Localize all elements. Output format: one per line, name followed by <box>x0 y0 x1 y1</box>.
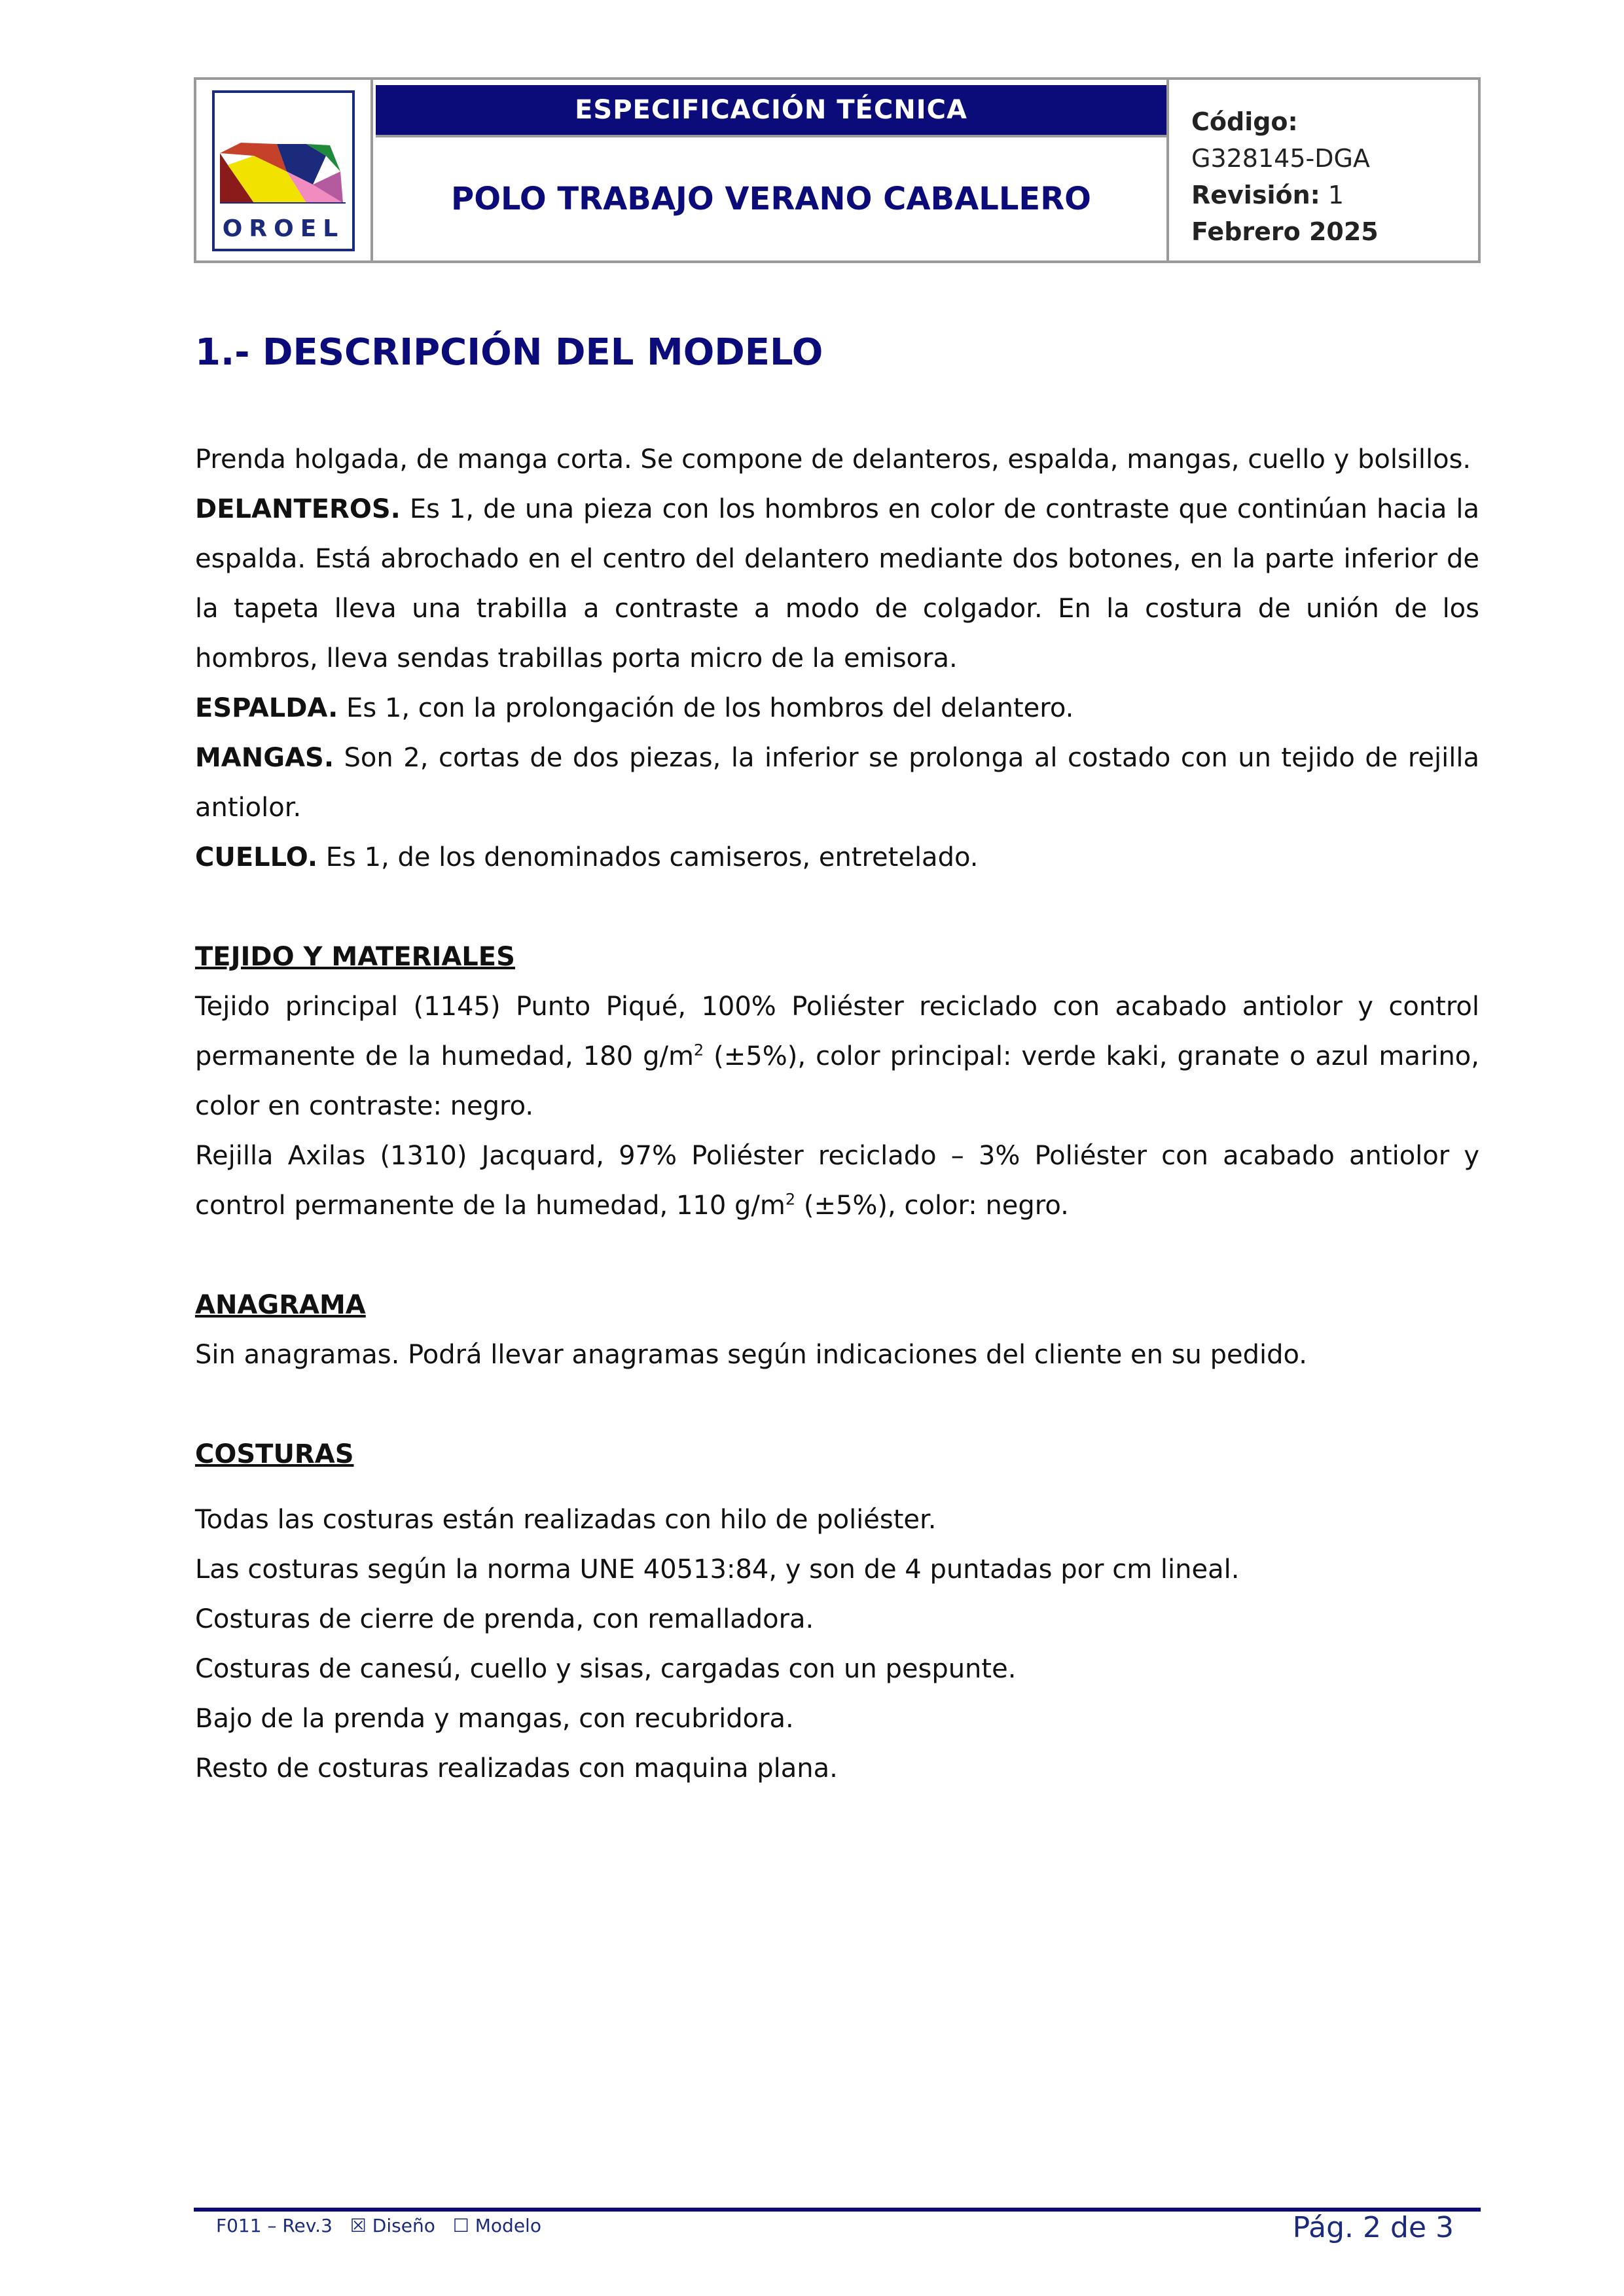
form-code: F011 – Rev.3 <box>216 2215 333 2236</box>
cuello-paragraph <box>195 833 1479 882</box>
section-heading: 1.- DESCRIPCIÓN DEL MODELO <box>195 331 823 374</box>
document-date: Febrero 2025 <box>1191 217 1379 246</box>
logo-cell <box>196 80 373 260</box>
checkbox-diseno: ☒ Diseño <box>350 2215 435 2236</box>
anagrama-text: Sin anagramas. Podrá llevar anagramas según indicaciones del cliente en su pedido. <box>195 1340 1308 1370</box>
header-table <box>194 77 1481 263</box>
mangas-text: Son 2, cortas de dos piezas, la inferior se prolonga al costado con un tejido de rejilla antiolor. <box>195 743 1479 823</box>
superscript: 2 <box>785 1190 796 1209</box>
superscript: 2 <box>693 1041 704 1060</box>
cuello-label: CUELLO. <box>195 842 318 872</box>
mangas-paragraph <box>195 733 1479 833</box>
materials-mesh-fabric-text: Rejilla Axilas (1310) Jacquard, 97% Poliéster reciclado – 3% Poliéster con acabado antiolor y control permanente de la humedad, 110 g/m <box>195 1141 1479 1221</box>
materials-mesh-fabric-color: (±5%), color: negro. <box>795 1191 1069 1221</box>
costuras-line: Todas las costuras están realizadas con hilo de poliéster. <box>195 1505 937 1535</box>
intro-paragraph: Prenda holgada, de manga corta. Se compone de delanteros, espalda, mangas, cuello y bolsillos. <box>195 444 1471 475</box>
footer-form-info <box>216 2215 553 2236</box>
checkbox-modelo: ☐ Modelo <box>452 2215 541 2236</box>
materials-main-fabric-color: (±5%), color principal: verde kaki, granate o azul marino, color en contraste: negro. <box>195 1041 1479 1121</box>
materials-main-fabric <box>195 982 1479 1131</box>
espalda-label: ESPALDA. <box>195 693 338 723</box>
espalda-paragraph <box>195 683 1479 733</box>
costuras-line: Las costuras según la norma UNE 40513:84, y son de 4 puntadas por cm lineal. <box>195 1554 1240 1585</box>
delanteros-text: Es 1, de una pieza con los hombros en color de contraste que continúan hacia la espalda. Está abrochado en el centro del delantero mediante dos botones, en la parte inferior de la tapeta lleva una trabilla a contraste a modo de colgador. En la costura de unión de los hombros, lleva sendas trabillas porta micro de la emisora. <box>195 494 1479 673</box>
costuras-heading: COSTURAS <box>195 1439 354 1469</box>
revision-value: 1 <box>1327 181 1344 209</box>
page-number: Pág. 2 de 3 <box>1292 2211 1454 2244</box>
code-value: G328145-DGA <box>1191 144 1370 173</box>
document-body <box>195 435 1479 1793</box>
doc-type-banner: ESPECIFICACIÓN TÉCNICA <box>376 85 1166 135</box>
materials-mesh-fabric <box>195 1131 1479 1230</box>
footer-divider <box>194 2208 1481 2212</box>
code-label: Código: <box>1191 107 1298 136</box>
logo-wordmark: OROEL <box>222 215 345 242</box>
document-meta <box>1166 80 1478 260</box>
espalda-text: Es 1, con la prolongación de los hombros del delantero. <box>338 693 1074 723</box>
costuras-line: Costuras de cierre de prenda, con remalladora. <box>195 1604 814 1634</box>
revision-label: Revisión: <box>1191 181 1320 209</box>
delanteros-label: DELANTEROS. <box>195 494 401 524</box>
costuras-line: Resto de costuras realizadas con maquina plana. <box>195 1753 838 1784</box>
company-logo <box>212 90 355 251</box>
cuello-text: Es 1, de los denominados camiseros, entretelado. <box>317 842 979 872</box>
materials-main-fabric-text: Tejido principal (1145) Punto Piqué, 100% Poliéster reciclado con acabado antiolor y control permanente de la humedad, 180 g/m <box>195 992 1479 1071</box>
logo-graphic <box>215 93 352 217</box>
delanteros-paragraph <box>195 484 1479 683</box>
document-title: POLO TRABAJO VERANO CABALLERO <box>451 181 1091 217</box>
costuras-line: Bajo de la prenda y mangas, con recubridora. <box>195 1704 794 1734</box>
anagrama-heading: ANAGRAMA <box>195 1290 366 1320</box>
costuras-line: Costuras de canesú, cuello y sisas, cargadas con un pespunte. <box>195 1654 1017 1684</box>
materials-heading: TEJIDO Y MATERIALES <box>195 942 515 972</box>
mangas-label: MANGAS. <box>195 743 334 773</box>
